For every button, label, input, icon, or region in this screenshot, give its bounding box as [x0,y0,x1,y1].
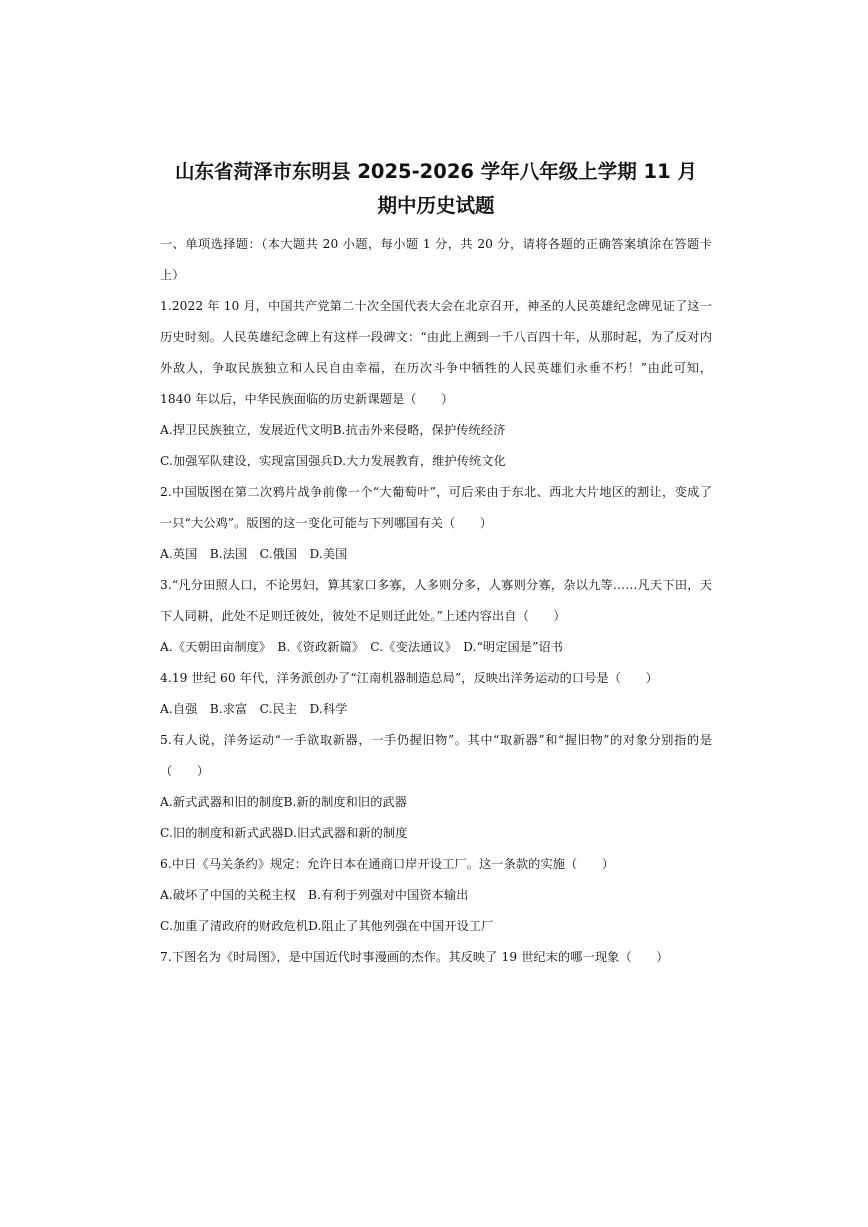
question-option-line: A.《天朝田亩制度》 B.《资政新篇》 C.《变法通议》 D.“明定国是”诏书 [160,640,563,654]
question-3 [160,570,712,663]
exam-title-line2: 期中历史试题 [377,194,495,217]
question-2 [160,477,712,570]
question-6 [160,849,712,942]
question-stem: 4.19 世纪 60 年代，洋务派创办了“江南机器制造总局”，反映出洋务运动的口号是（ ） [160,671,658,685]
exam-title-line1: 山东省菏泽市东明县 2025-2026 学年八年级上学期 11 月 [175,160,697,183]
exam-page [160,158,712,973]
question-option-line: C.加重了清政府的财政危机D.阻止了其他列强在中国开设工厂 [160,919,494,933]
question-option-line: A.破坏了中国的关税主权 B.有利于列强对中国资本输出 [160,888,469,902]
question-option-line: A.新式武器和旧的制度B.新的制度和旧的武器 [160,795,408,809]
question-stem: 7.下图名为《时局图》，是中国近代时事漫画的杰作。其反映了 19 世纪末的哪一现象（ ） [160,950,669,964]
question-1 [160,291,712,477]
section-heading: 一、单项选择题：（本大题共 20 小题，每小题 1 分，共 20 分，请将各题的正确答案填涂在答题卡上） [160,237,712,282]
question-option-line: C.加强军队建设，实现富国强兵D.大力发展教育，维护传统文化 [160,454,506,468]
question-option-line: A.捍卫民族独立，发展近代文明B.抗击外来侵略，保护传统经济 [160,423,506,437]
question-4 [160,663,712,725]
question-option-line: A.英国 B.法国 C.俄国 D.美国 [160,547,348,561]
question-stem: 3.“凡分田照人口，不论男妇，算其家口多寡，人多则分多，人寡则分寡，杂以九等……凡天下田，天下人同耕，此处不足则迁彼处，彼处不足则迁此处。”上述内容出自（ ） [160,578,712,623]
question-stem: 1.2022 年 10 月，中国共产党第二十次全国代表大会在北京召开，神圣的人民英雄纪念碑见证了这一历史时刻。人民英雄纪念碑上有这样一段碑文：“由此上溯到一千八百四十年，从那时起，为了反对内外敌人，争取民族独立和人民自由幸福，在历次斗争中牺牲的人民英雄们永垂不朽！”由此可知，1840 年以后，中华民族面临的历史新课题是（ ） [160,299,712,406]
question-stem: 6.中日《马关条约》规定：允许日本在通商口岸开设工厂。这一条款的实施（ ） [160,857,615,871]
question-option-line: C.旧的制度和新式武器D.旧式武器和新的制度 [160,826,408,840]
question-stem: 5.有人说，洋务运动“一手欲取新器，一手仍握旧物”。其中“取新器”和“握旧物”的对象分别指的是（ ） [160,733,712,778]
question-stem: 2.中国版图在第二次鸦片战争前像一个“大葡萄叶”，可后来由于东北、西北大片地区的割让，变成了一只“大公鸡”。版图的这一变化可能与下列哪国有关（ ） [160,485,712,530]
question-7 [160,942,712,973]
question-option-line: A.自强 B.求富 C.民主 D.科学 [160,702,348,716]
question-5 [160,725,712,849]
